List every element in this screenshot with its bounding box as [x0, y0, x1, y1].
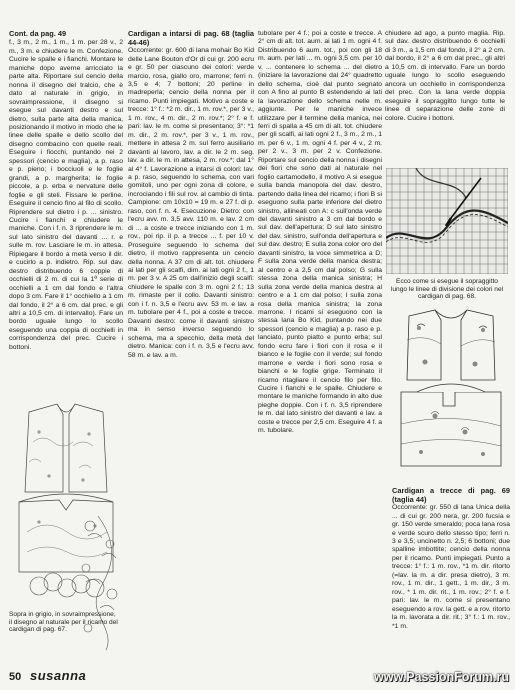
- text-column-2: [128, 30, 254, 670]
- page-number: 50: [9, 671, 22, 683]
- text-column-1: [9, 30, 123, 430]
- magazine-logo: susanna: [30, 668, 87, 683]
- text-column-4-top: [385, 30, 505, 166]
- section-title-cardigan-trecce: Cardigan a trecce di pag. 69 (taglia 44): [392, 487, 510, 504]
- continuation-note: Cont. da pag. 49: [9, 30, 67, 38]
- column-1-body: f., 3 m., 2 m., 1 m., 1 m. per 28 v., 2 m., 3 m. e chiudere le m. Confezione. Cucire le spalle e i fianchi. Montare le maniche dopo averne arricciato la parte alta. Riportare sul cencio della nonna il disegno del tralcio, che è dato al naturale in grigio, in sovraimpressione, il disegno si esegue sul davanti destro e sul dietro, sulla parte alta della manica, posizionando il motivo in modo che le linee delle spalle e dello scollo del disegno combacino con quelle reali. Eseguire i fiocchi, puntando nei 2 spessori (cencio e maglia), a p. raso e p. pieno; i bocciuoli e le foglie grandi, a p. margherita; le foglie piccole, a p. erba e nervature delle foglie e gli steli. Fissare le perline. Eseguire il cencio fino al filo di scollo. Riprendere sul dietro i p. ... sinistro. Cucire i fianchi e chiudere le maniche. Con i f. n. 3 riprendere le m. sul lato sinistro del davanti ... r. e sulle m. rov. Lasciare le m. in attesa. Ripiegare il bordo a metà verso il dir. e cucirlo a p. indietro. Rip. sul dav. destro distribuendo 6 coppie di occhielli di 2 m. di cui la 1ª serie di occhielli a 1 cm dal fondo e l'altra dopo 3 cm. Fare il 1° occhiello a 1 cm dal fondo, il 2° a 6 cm. dal prec. e gli altri a 10,5 cm. di intervallo). Fare un bordo uguale lungo lo scollo eseguendo una coppia di occhielli in corrispondenza del prec. Cucire i bottoni.: [9, 39, 123, 351]
- watermark: www.PassionForum.ru: [374, 670, 509, 684]
- column-4-bottom-body: Occorrente: gr. 550 di lana Unica della ... di cui gr. 200 nera, gr. 200 fucsia e gr. 150 verde smeraldo; poca lana rosa e verde scuro dello stesso tipo; ferri n. 3 e 3,5; uncinetto n. 2,5; 6 bottoni; due spalline imbottite; cencio della nonna per il ricamo. Punti impiegati. Punto a trecce: 1° f.: 1 m. rov., *1 m. dir. ritorto (=lav. la m. a dir. presa dietro), 3 m. rov., 1 m. dir., 1 gett., 1 m. dir., 3 m. rov., * 1 m. dir. rit., 1 m. rov.; 2° f. e f. pari: lav. le m. come si presentano eseguendo a rov. la gett. e a rov. ritorto la m. lavorata a dir. rit.; 3° f.: 1 m. rov., *1 m.: [392, 504, 510, 630]
- caption-stitch-illustration: Ecco come si esegue il sopraggitto lungo le linee di divisione dei colori nel cardigan di pag. 68.: [390, 278, 504, 301]
- text-column-3: [258, 30, 382, 666]
- cardigan-intarsi-schematic: [395, 306, 507, 482]
- column-3-body: tubolare per 4 f.; poi a coste e trecce. A 2° cm di alt. tot. aum. ai lati 1 m. ogni 4 f. Distribuendo 6 aum. tot., poi con gli 18 m. aum. per lati ... m. ogni 3,5 cm. per 10 v. ... contenere lo schema ... del dietro (iniziare la lavorazione dal 24° quadretto dello schema, cioè dal punto segnato con A fino al punto B estendendo ai lati la lavorazione dello schema nelle m. aggiunte. Per le maniche invece utilizzare per il termine della manica, nei ferri di spalla a 45 cm di alt. tot. chiudere per gli scalfi, ai lati ogni 2 f., 3 m., 2 m., 1 m. per 6 v., 1 m. ogni 4 f. per 4 v., 2 m. per 2 v., 3 m. per 2 v. Confezione. Riportare sul cencio della nonna i disegni dei fiori che sono dati al naturale nel foglio cartamodello, il motivo A si esegue sulla banda manopola del dav. destro, partendo dalla linea del ricamo; i fiori B si eseguono sulla parte inferiore del dietro sinistro, allineati con A: c sull'onda verde del davanti sinistro a 3 cm dal bordo e sul dav. dell'apertura; D sul lato sinistro del dav. sinistro, sull'onda dell'apertura e sul dav. destro; E sulla zona color oro del davanti sinistro, la voce simmetrica a D; F sulla zona verde della manica destra; al centro e a 2,5 cm dal polso; G sulla stessa zona della manica sinistra; H sulla zona verde della manica destra al centro e a 1 cm dal polso; I sulla zona rosa della manica sinistra; la zona marrone. I ricami si eseguono con la stessa lana Bo Kid, puntando nei due spessori (cencio e maglia) a p. raso e p. lanciato, punto piatto e punto erba; sul fondo ecru fare i fiori con il rosa e il bianco e le foglie con il verde; sul fondo marrone e verde i fiori sono rosa e bianchi e le foglie grige. Terminato il ricamo ritagliare il cencio filo per filo. Cucire i fianchi e le spalle. Chiudere e montare le maniche formando in alto due pieghe doppie. Con i f. n. 3,5 riprendere le m. dal lato sinistro del davanti e lav. a coste e trecce per 2,5 cm. Eseguire 4 f. a m. tubolare.: [258, 30, 382, 435]
- stitch-detail-illustration: [386, 168, 508, 274]
- text-column-4-bottom: [392, 487, 510, 667]
- section-title-cardigan-intarsi: Cardigan a intarsi di pag. 68 (taglia 44-46): [128, 30, 254, 47]
- column-2-body: Occorrente: gr. 600 di lana mohair Bo Kid delle Lane Bouton d'Or di cui gr. 200 ecru e gr. 50 per ciascuno dei colori: verde marcio, rosa, giallo oro, marrone; ferri n. 3,5 e 4; 7 bottoni; 20 perline in madreperla; cencio della nonna per il ricamo. Punti impiegati. Motivo a coste e trecce: 1° f.: *2 m. dir., 1 m. rov.*, per 3 v., 1 m. rov., 4 m. dir., 2 m. rov.*; 2° f. e f. pari: lav. le m. come si presentano; 3°: *1 m. dir., 2 m. rov.*, per 3 v., 1 m. rov., mettere in attesa 2 m. sul ferro ausiliario davanti al lavoro, lav. a dir. le 2 m. seg. lav. a dir. le m. in attesa, 2 m. rov.*; dal 1° al 4° f. Lavorazione a intarsi di colori: lav. a p. raso, seguendo lo schema, con vari gomitoli, uno per ogni zona di colore, e incrociando i fili sul rov. al cambio di tinta. Campione: cm 10x10 = 19 m. e 27 f. di p. raso, con f. n. 4. Esecuzione. Dietro: con l'ecru avv. m. 3,5 avv. 110 m. e lav. 2 cm di ... a coste e trecce iniziando con 1 m. rov., poi rip. il p. a trecce ... f. per 10 v. Proseguire seguendo lo schema del dietro, il motivo rappresenta un cencio della nonna. A 37 cm di alt. tot. chiudere ai lati per gli scalfi, dim. ai lati ogni 2 f., 1 m. per 3 v. A 25 cm dall'inizio degli scalfi: chiudere le spalle con 3 m. ogni 2 f.; 13 m. rimaste per il collo. Davanti sinistro: con i f. n. 3,5 e l'ecru avv. 53 m. e lav. a m. tubolare per 4 f., poi a coste e trecce. Davanti destro: come il davanti sinistro ma in senso inverso seguendo lo schema, ma a specchio, della metà del dietro. Manica: con i f. n. 3,5 e l'ecru avv. 58 m. e lav. a m.: [128, 47, 254, 359]
- caption-cardigan-drawing: Sopra in grigio, in sovraimpressione, il disegno al naturale per il ricamo del cardigan di pag. 67.: [9, 611, 118, 634]
- column-4-top-body: chiudere ad ago, a punto maglia. Rip. sul dav. destro distribuendo 6 occhielli di 3 m., a 1,5 cm dal fondo, il 2° a 2 cm. dal bordo, il 2° a 6 cm dal prec., gli altri a 10,5 cm. di intervallo. Fare un bordo uguale lungo lo scollo eseguendo ancora un occhiello in corrispondenza del prec. Con la lana verde doppia eseguire il sopraggitto lungo tutte le linee di separazione delle zone di colore. Cucire i bottoni.: [385, 30, 505, 122]
